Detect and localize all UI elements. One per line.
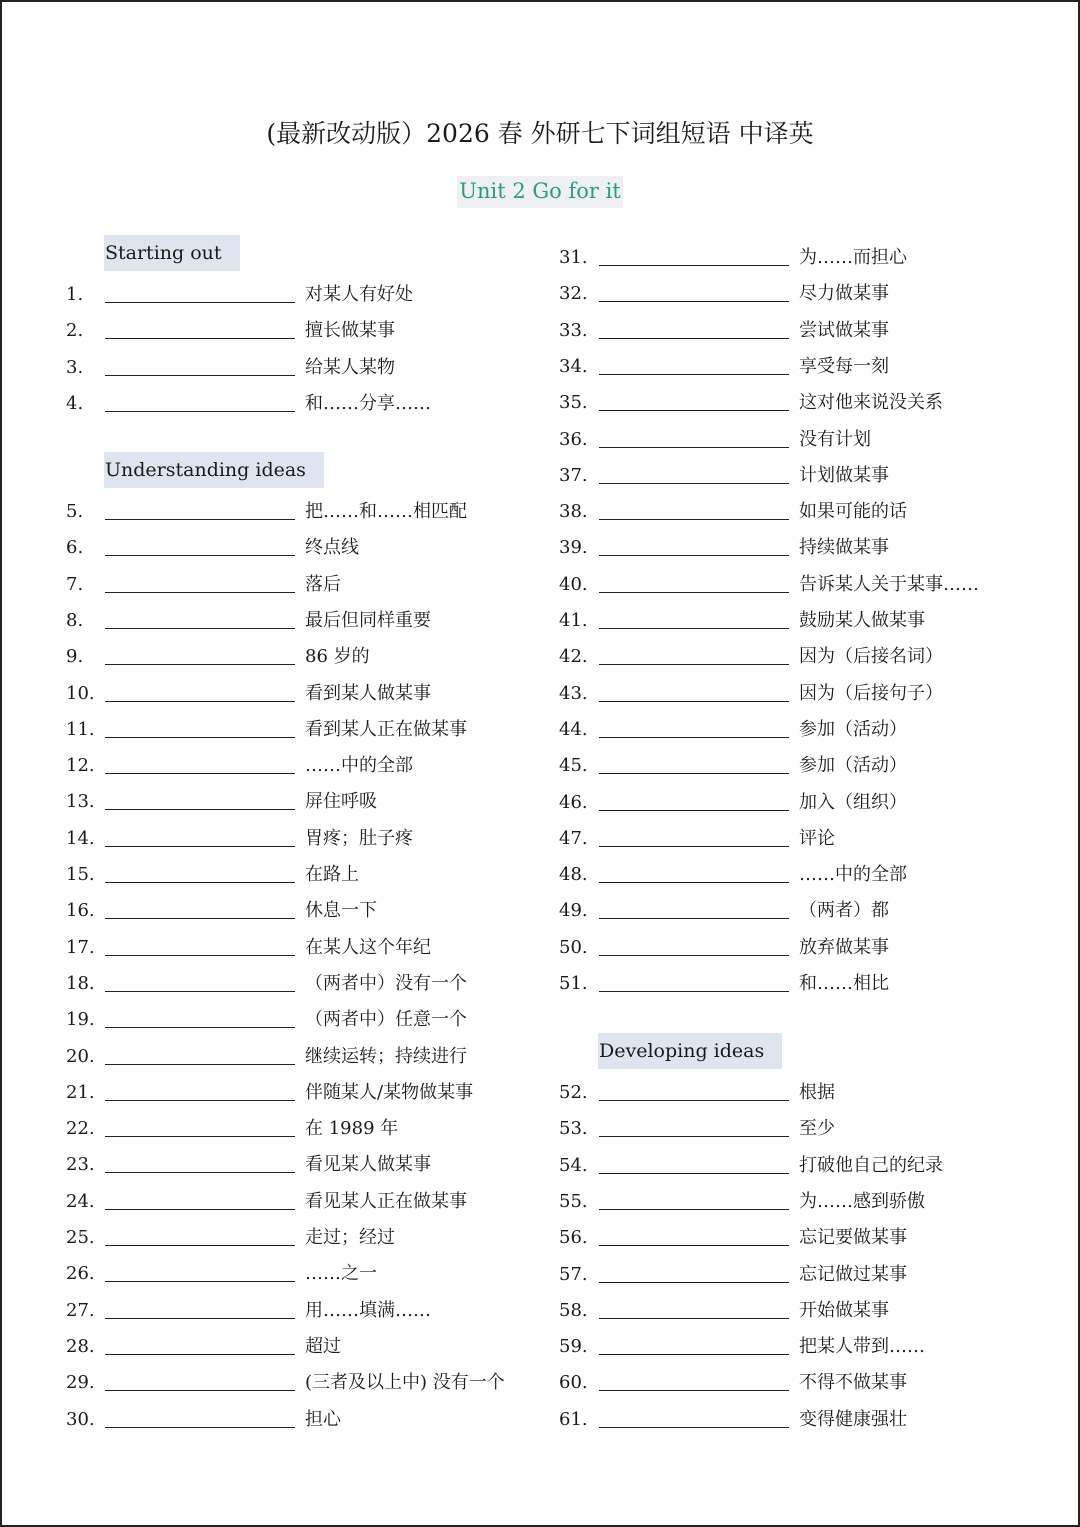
item-number: 19. (66, 1009, 95, 1030)
exercise-row (66, 935, 536, 965)
answer-blank[interactable] (105, 338, 295, 339)
exercise-row (559, 572, 1029, 602)
item-number: 39. (559, 537, 588, 558)
answer-blank[interactable] (105, 701, 295, 702)
item-number: 10. (66, 683, 95, 704)
item-number: 48. (559, 864, 588, 885)
item-number: 8. (66, 610, 84, 631)
item-number: 24. (66, 1191, 95, 1212)
item-number: 55. (559, 1191, 588, 1212)
exercise-row (559, 463, 1029, 493)
chinese-meaning: 走过；经过 (305, 1227, 395, 1248)
chinese-meaning: 擅长做某事 (305, 320, 395, 341)
item-number: 18. (66, 973, 95, 994)
exercise-row (559, 608, 1029, 638)
chinese-meaning: 最后但同样重要 (305, 610, 431, 631)
item-number: 14. (66, 828, 95, 849)
answer-blank[interactable] (599, 846, 789, 847)
item-number: 29. (66, 1372, 95, 1393)
chinese-meaning: 为……感到骄傲 (799, 1191, 925, 1212)
chinese-meaning: 把某人带到…… (799, 1336, 925, 1357)
exercise-row (559, 318, 1029, 348)
exercise-row (66, 826, 536, 856)
answer-blank[interactable] (105, 1027, 295, 1028)
chinese-meaning: 为……而担心 (799, 247, 907, 268)
item-number: 17. (66, 937, 95, 958)
answer-blank[interactable] (599, 918, 789, 919)
exercise-row (559, 826, 1029, 856)
item-number: 7. (66, 574, 84, 595)
item-number: 58. (559, 1300, 588, 1321)
answer-blank[interactable] (105, 773, 295, 774)
answer-blank[interactable] (105, 1245, 295, 1246)
chinese-meaning: 在某人这个年纪 (305, 937, 431, 958)
chinese-meaning: 终点线 (305, 537, 359, 558)
answer-blank[interactable] (105, 555, 295, 556)
item-number: 16. (66, 900, 95, 921)
item-number: 41. (559, 610, 588, 631)
exercise-row (559, 1153, 1029, 1183)
item-number: 61. (559, 1409, 588, 1430)
answer-blank[interactable] (105, 1354, 295, 1355)
item-number: 46. (559, 792, 588, 813)
unit-heading-wrap (0, 176, 1080, 208)
exercise-row (559, 717, 1029, 747)
chinese-meaning: ……中的全部 (799, 864, 907, 885)
answer-blank[interactable] (105, 1318, 295, 1319)
exercise-row (66, 1152, 536, 1182)
item-number: 50. (559, 937, 588, 958)
exercise-row (66, 391, 536, 421)
exercise-row (66, 318, 536, 348)
exercise-row (559, 1116, 1029, 1146)
answer-blank[interactable] (599, 882, 789, 883)
chinese-meaning: 忘记要做某事 (799, 1227, 907, 1248)
section-starting-out: Starting out (104, 235, 240, 271)
item-number: 11. (66, 719, 95, 740)
answer-blank[interactable] (599, 1318, 789, 1319)
answer-blank[interactable] (599, 701, 789, 702)
answer-blank[interactable] (599, 1173, 789, 1174)
exercise-row (66, 1080, 536, 1110)
exercise-row (66, 1370, 536, 1400)
item-number: 20. (66, 1046, 95, 1067)
unit-heading: Unit 2 Go for it (457, 176, 622, 208)
section-understanding-ideas: Understanding ideas (104, 452, 324, 488)
answer-blank[interactable] (599, 991, 789, 992)
answer-blank[interactable] (105, 628, 295, 629)
chinese-meaning: 不得不做某事 (799, 1372, 907, 1393)
chinese-meaning: 根据 (799, 1082, 835, 1103)
item-number: 2. (66, 320, 84, 341)
exercise-row (66, 572, 536, 602)
exercise-row (66, 1007, 536, 1037)
answer-blank[interactable] (105, 1390, 295, 1391)
answer-blank[interactable] (599, 519, 789, 520)
exercise-row (559, 390, 1029, 420)
chinese-meaning: 鼓励某人做某事 (799, 610, 925, 631)
item-number: 32. (559, 283, 588, 304)
exercise-row (559, 1225, 1029, 1255)
answer-blank[interactable] (599, 1427, 789, 1428)
item-number: 22. (66, 1118, 95, 1139)
answer-blank[interactable] (105, 519, 295, 520)
chinese-meaning: 没有计划 (799, 429, 871, 450)
exercise-row (66, 898, 536, 928)
exercise-row (66, 1298, 536, 1328)
exercise-row (66, 535, 536, 565)
answer-blank[interactable] (599, 338, 789, 339)
item-number: 56. (559, 1227, 588, 1248)
item-number: 3. (66, 357, 84, 378)
item-number: 51. (559, 973, 588, 994)
exercise-row (66, 608, 536, 638)
item-number: 27. (66, 1300, 95, 1321)
item-number: 36. (559, 429, 588, 450)
answer-blank[interactable] (599, 955, 789, 956)
item-number: 26. (66, 1263, 95, 1284)
chinese-meaning: 开始做某事 (799, 1300, 889, 1321)
chinese-meaning: （两者）都 (799, 900, 889, 921)
item-number: 59. (559, 1336, 588, 1357)
answer-blank[interactable] (599, 447, 789, 448)
exercise-row (559, 427, 1029, 457)
exercise-row (66, 971, 536, 1001)
answer-blank[interactable] (105, 737, 295, 738)
chinese-meaning: 胃疼；肚子疼 (305, 828, 413, 849)
item-number: 33. (559, 320, 588, 341)
exercise-row (559, 753, 1029, 783)
chinese-meaning: 参加（活动） (799, 719, 907, 740)
exercise-row (66, 499, 536, 529)
chinese-meaning: （两者中）任意一个 (305, 1009, 467, 1030)
exercise-row (559, 1298, 1029, 1328)
item-number: 1. (66, 284, 84, 305)
chinese-meaning: 对某人有好处 (305, 284, 413, 305)
answer-blank[interactable] (599, 1390, 789, 1391)
chinese-meaning: 忘记做过某事 (799, 1264, 907, 1285)
item-number: 34. (559, 356, 588, 377)
answer-blank[interactable] (599, 410, 789, 411)
answer-blank[interactable] (599, 1136, 789, 1137)
chinese-meaning: (三者及以上中) 没有一个 (305, 1372, 505, 1393)
item-number: 30. (66, 1409, 95, 1430)
exercise-row (559, 790, 1029, 820)
answer-blank[interactable] (599, 265, 789, 266)
chinese-meaning: 在 1989 年 (305, 1118, 399, 1139)
item-number: 28. (66, 1336, 95, 1357)
exercise-row (66, 753, 536, 783)
answer-blank[interactable] (105, 918, 295, 919)
chinese-meaning: 因为（后接名词） (799, 646, 943, 667)
exercise-row (66, 789, 536, 819)
item-number: 4. (66, 393, 84, 414)
chinese-meaning: 和……相比 (799, 973, 889, 994)
item-number: 38. (559, 501, 588, 522)
item-number: 12. (66, 755, 95, 776)
chinese-meaning: 计划做某事 (799, 465, 889, 486)
answer-blank[interactable] (599, 301, 789, 302)
answer-blank[interactable] (599, 483, 789, 484)
exercise-row (559, 281, 1029, 311)
section-developing-ideas: Developing ideas (598, 1033, 782, 1069)
item-number: 45. (559, 755, 588, 776)
item-number: 21. (66, 1082, 95, 1103)
answer-blank[interactable] (105, 592, 295, 593)
exercise-row (559, 1407, 1029, 1437)
answer-blank[interactable] (599, 773, 789, 774)
chinese-meaning: 休息一下 (305, 900, 377, 921)
answer-blank[interactable] (599, 1100, 789, 1101)
chinese-meaning: 伴随某人/某物做某事 (305, 1082, 474, 1103)
item-number: 9. (66, 646, 84, 667)
item-number: 5. (66, 501, 84, 522)
chinese-meaning: 评论 (799, 828, 835, 849)
answer-blank[interactable] (105, 302, 295, 303)
chinese-meaning: 告诉某人关于某事…… (799, 574, 979, 595)
exercise-row (559, 681, 1029, 711)
chinese-meaning: 尝试做某事 (799, 320, 889, 341)
exercise-row (66, 355, 536, 385)
chinese-meaning: 加入（组织） (799, 792, 907, 813)
item-number: 57. (559, 1264, 588, 1285)
answer-blank[interactable] (105, 375, 295, 376)
answer-blank[interactable] (105, 809, 295, 810)
answer-blank[interactable] (599, 737, 789, 738)
answer-blank[interactable] (599, 1209, 789, 1210)
item-number: 40. (559, 574, 588, 595)
item-number: 6. (66, 537, 84, 558)
item-number: 23. (66, 1154, 95, 1175)
chinese-meaning: ……之一 (305, 1263, 377, 1284)
item-number: 47. (559, 828, 588, 849)
item-number: 60. (559, 1372, 588, 1393)
answer-blank[interactable] (599, 1282, 789, 1283)
chinese-meaning: 把……和……相匹配 (305, 501, 467, 522)
exercise-row (66, 1407, 536, 1437)
exercise-row (66, 1116, 536, 1146)
answer-blank[interactable] (105, 1209, 295, 1210)
exercise-row (559, 354, 1029, 384)
exercise-row (559, 499, 1029, 529)
answer-blank[interactable] (105, 955, 295, 956)
chinese-meaning: 屏住呼吸 (305, 791, 377, 812)
answer-blank[interactable] (105, 882, 295, 883)
item-number: 25. (66, 1227, 95, 1248)
chinese-meaning: （两者中）没有一个 (305, 973, 467, 994)
chinese-meaning: 担心 (305, 1409, 341, 1430)
answer-blank[interactable] (105, 1064, 295, 1065)
answer-blank[interactable] (105, 1427, 295, 1428)
exercise-row (66, 1225, 536, 1255)
item-number: 53. (559, 1118, 588, 1139)
chinese-meaning: 因为（后接句子） (799, 683, 943, 704)
answer-blank[interactable] (105, 846, 295, 847)
item-number: 15. (66, 864, 95, 885)
answer-blank[interactable] (599, 592, 789, 593)
chinese-meaning: 86 岁的 (305, 646, 370, 667)
exercise-row (66, 644, 536, 674)
exercise-row (559, 862, 1029, 892)
page-title: (最新改动版）2026 春 外研七下词组短语 中译英 (266, 119, 814, 148)
chinese-meaning: 参加（活动） (799, 755, 907, 776)
chinese-meaning: 看见某人正在做某事 (305, 1191, 467, 1212)
item-number: 43. (559, 683, 588, 704)
chinese-meaning: 给某人某物 (305, 357, 395, 378)
chinese-meaning: 尽力做某事 (799, 283, 889, 304)
exercise-row (559, 935, 1029, 965)
exercise-row (66, 1189, 536, 1219)
chinese-meaning: 打破他自己的纪录 (799, 1155, 943, 1176)
chinese-meaning: 至少 (799, 1118, 835, 1139)
exercise-row (559, 1262, 1029, 1292)
item-number: 13. (66, 791, 95, 812)
answer-blank[interactable] (105, 1281, 295, 1282)
exercise-row (559, 535, 1029, 565)
item-number: 35. (559, 392, 588, 413)
exercise-row (559, 898, 1029, 928)
chinese-meaning: 变得健康强壮 (799, 1409, 907, 1430)
answer-blank[interactable] (599, 628, 789, 629)
answer-blank[interactable] (599, 664, 789, 665)
chinese-meaning: 如果可能的话 (799, 501, 907, 522)
chinese-meaning: 看到某人做某事 (305, 683, 431, 704)
item-number: 44. (559, 719, 588, 740)
exercise-row (66, 1334, 536, 1364)
chinese-meaning: 超过 (305, 1336, 341, 1357)
exercise-row (559, 644, 1029, 674)
item-number: 42. (559, 646, 588, 667)
exercise-row (66, 1261, 536, 1291)
exercise-row (559, 1334, 1029, 1364)
exercise-row (66, 681, 536, 711)
exercise-row (559, 1189, 1029, 1219)
answer-blank[interactable] (599, 1354, 789, 1355)
chinese-meaning: 看到某人正在做某事 (305, 719, 467, 740)
exercise-row (66, 282, 536, 312)
answer-blank[interactable] (105, 991, 295, 992)
answer-blank[interactable] (105, 1100, 295, 1101)
exercise-row (66, 717, 536, 747)
chinese-meaning: 放弃做某事 (799, 937, 889, 958)
item-number: 54. (559, 1155, 588, 1176)
answer-blank[interactable] (599, 374, 789, 375)
item-number: 52. (559, 1082, 588, 1103)
exercise-row (559, 971, 1029, 1001)
chinese-meaning: 享受每一刻 (799, 356, 889, 377)
answer-blank[interactable] (105, 1136, 295, 1137)
item-number: 49. (559, 900, 588, 921)
answer-blank[interactable] (105, 1172, 295, 1173)
chinese-meaning: ……中的全部 (305, 755, 413, 776)
chinese-meaning: 这对他来说没关系 (799, 392, 943, 413)
answer-blank[interactable] (105, 411, 295, 412)
exercise-row (559, 1370, 1029, 1400)
answer-blank[interactable] (105, 664, 295, 665)
item-number: 37. (559, 465, 588, 486)
chinese-meaning: 持续做某事 (799, 537, 889, 558)
chinese-meaning: 继续运转；持续进行 (305, 1046, 467, 1067)
exercise-row (559, 245, 1029, 275)
answer-blank[interactable] (599, 810, 789, 811)
chinese-meaning: 在路上 (305, 864, 359, 885)
answer-blank[interactable] (599, 1245, 789, 1246)
exercise-row (559, 1080, 1029, 1110)
item-number: 31. (559, 247, 588, 268)
chinese-meaning: 落后 (305, 574, 341, 595)
exercise-row (66, 1044, 536, 1074)
exercise-row (66, 862, 536, 892)
chinese-meaning: 用……填满…… (305, 1300, 431, 1321)
answer-blank[interactable] (599, 555, 789, 556)
chinese-meaning: 和……分享…… (305, 393, 431, 414)
chinese-meaning: 看见某人做某事 (305, 1154, 431, 1175)
